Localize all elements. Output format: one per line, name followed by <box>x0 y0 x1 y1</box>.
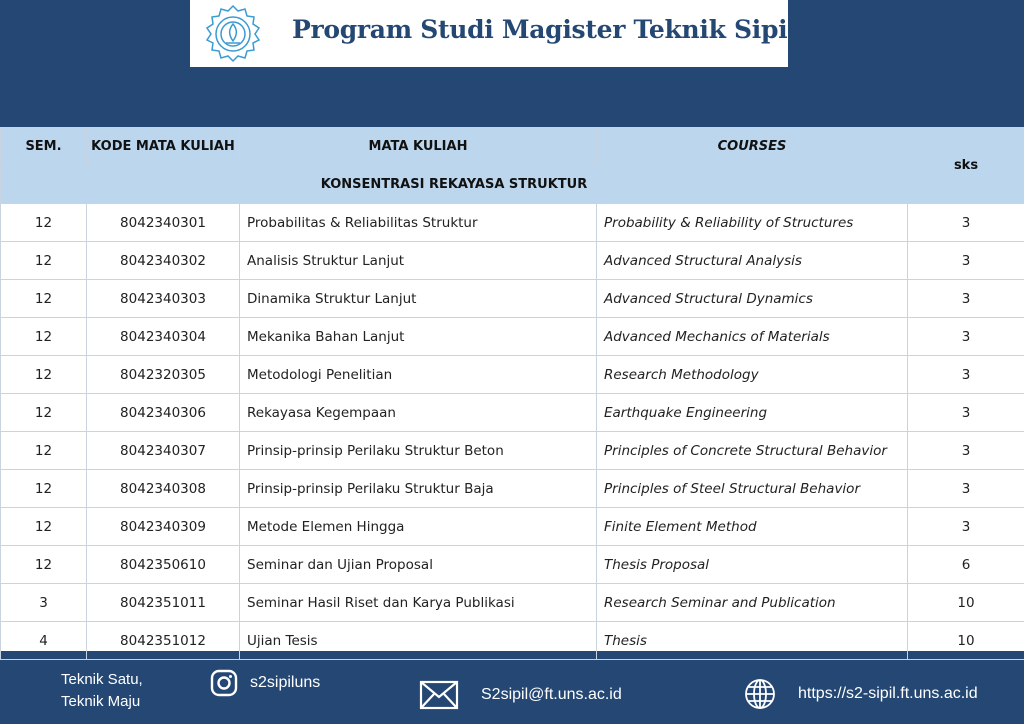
section-title: KONSENTRASI REKAYASA STRUKTUR <box>1 166 908 204</box>
cell-kode: 8042340308 <box>87 470 240 508</box>
table-row <box>1 280 1024 318</box>
table-body <box>1 204 1024 660</box>
cell-mata-kuliah: Dinamika Struktur Lanjut <box>240 280 597 318</box>
cell-kode: 8042350610 <box>87 546 240 584</box>
cell-mata-kuliah: Prinsip-prinsip Perilaku Struktur Baja <box>240 470 597 508</box>
cell-course: Research Seminar and Publication <box>597 584 908 622</box>
email-link[interactable] <box>419 680 622 710</box>
cell-sks: 3 <box>908 432 1024 470</box>
cell-mata-kuliah: Prinsip-prinsip Perilaku Struktur Beton <box>240 432 597 470</box>
cell-sks: 10 <box>908 584 1024 622</box>
cell-sks: 3 <box>908 280 1024 318</box>
instagram-icon <box>210 669 238 697</box>
cell-mata-kuliah: Probabilitas & Reliabilitas Struktur <box>240 204 597 242</box>
slogan-line-2: Teknik Maju <box>61 693 141 710</box>
table-row <box>1 508 1024 546</box>
cell-mata-kuliah: Analisis Struktur Lanjut <box>240 242 597 280</box>
cell-sks: 3 <box>908 470 1024 508</box>
cell-mata-kuliah: Seminar dan Ujian Proposal <box>240 546 597 584</box>
website-link[interactable] <box>744 678 978 710</box>
section-row <box>1 166 1024 204</box>
header-title-box <box>190 0 797 67</box>
col-header-sem: SEM. <box>1 128 87 166</box>
table-row <box>1 242 1024 280</box>
cell-mata-kuliah: Seminar Hasil Riset dan Karya Publikasi <box>240 584 597 622</box>
cell-sem: 12 <box>1 280 87 318</box>
cell-course: Advanced Mechanics of Materials <box>597 318 908 356</box>
cell-kode: 8042340309 <box>87 508 240 546</box>
slogan-line-1: Teknik Satu, <box>61 671 143 688</box>
cell-mata-kuliah: Rekayasa Kegempaan <box>240 394 597 432</box>
email-address: S2sipil@ft.uns.ac.id <box>481 686 622 703</box>
cell-mata-kuliah: Ujian Tesis <box>240 622 597 660</box>
university-seal-icon <box>202 3 264 63</box>
cell-kode: 8042340301 <box>87 204 240 242</box>
col-header-kode: KODE MATA KULIAH <box>87 128 240 166</box>
instagram-handle: s2sipiluns <box>250 674 321 691</box>
table-row <box>1 356 1024 394</box>
cell-sks: 6 <box>908 546 1024 584</box>
cell-course: Probability & Reliability of Structures <box>597 204 908 242</box>
table-row <box>1 546 1024 584</box>
cell-course: Thesis <box>597 622 908 660</box>
cell-mata-kuliah: Mekanika Bahan Lanjut <box>240 318 597 356</box>
cell-mata-kuliah: Metodologi Penelitian <box>240 356 597 394</box>
cell-kode: 8042340304 <box>87 318 240 356</box>
cell-sem: 12 <box>1 432 87 470</box>
mail-icon <box>419 680 459 710</box>
cell-sem: 12 <box>1 204 87 242</box>
table-row <box>1 584 1024 622</box>
cell-sem: 12 <box>1 356 87 394</box>
course-table-container <box>0 127 1024 651</box>
cell-sem: 4 <box>1 622 87 660</box>
cell-course: Advanced Structural Analysis <box>597 242 908 280</box>
cell-course: Advanced Structural Dynamics <box>597 280 908 318</box>
table-row <box>1 394 1024 432</box>
cell-kode: 8042320305 <box>87 356 240 394</box>
cell-course: Finite Element Method <box>597 508 908 546</box>
cell-sks: 3 <box>908 204 1024 242</box>
cell-sks: 3 <box>908 242 1024 280</box>
table-row <box>1 204 1024 242</box>
cell-sem: 12 <box>1 508 87 546</box>
cell-sem: 12 <box>1 242 87 280</box>
cell-course: Principles of Concrete Structural Behavior <box>597 432 908 470</box>
cell-sem: 12 <box>1 394 87 432</box>
table-row <box>1 318 1024 356</box>
table-header-row <box>1 128 1024 166</box>
cell-kode: 8042351011 <box>87 584 240 622</box>
cell-kode: 8042340307 <box>87 432 240 470</box>
cell-sem: 12 <box>1 318 87 356</box>
cell-sks: 3 <box>908 394 1024 432</box>
cell-kode: 8042340302 <box>87 242 240 280</box>
course-table <box>0 127 1024 660</box>
instagram-link[interactable] <box>210 669 320 697</box>
cell-sks: 10 <box>908 622 1024 660</box>
footer <box>0 651 1024 724</box>
footer-slogan <box>61 669 181 713</box>
cell-kode: 8042340306 <box>87 394 240 432</box>
cell-course: Research Methodology <box>597 356 908 394</box>
cell-course: Principles of Steel Structural Behavior <box>597 470 908 508</box>
cell-kode: 8042351012 <box>87 622 240 660</box>
cell-course: Earthquake Engineering <box>597 394 908 432</box>
col-header-sks: sks <box>908 128 1024 204</box>
cell-mata-kuliah: Metode Elemen Hingga <box>240 508 597 546</box>
table-row <box>1 432 1024 470</box>
table-row <box>1 470 1024 508</box>
col-header-mata-kuliah: MATA KULIAH <box>240 128 597 166</box>
col-header-courses: COURSES <box>597 128 908 166</box>
cell-sem: 12 <box>1 546 87 584</box>
cell-sks: 3 <box>908 508 1024 546</box>
cell-kode: 8042340303 <box>87 280 240 318</box>
cell-sem: 12 <box>1 470 87 508</box>
website-url: https://s2-sipil.ft.uns.ac.id <box>798 685 978 702</box>
cell-sks: 3 <box>908 356 1024 394</box>
cell-sem: 3 <box>1 584 87 622</box>
cell-sks: 3 <box>908 318 1024 356</box>
page-title: Program Studi Magister Teknik Sipil <box>292 15 797 44</box>
globe-icon <box>744 678 776 710</box>
cell-course: Thesis Proposal <box>597 546 908 584</box>
